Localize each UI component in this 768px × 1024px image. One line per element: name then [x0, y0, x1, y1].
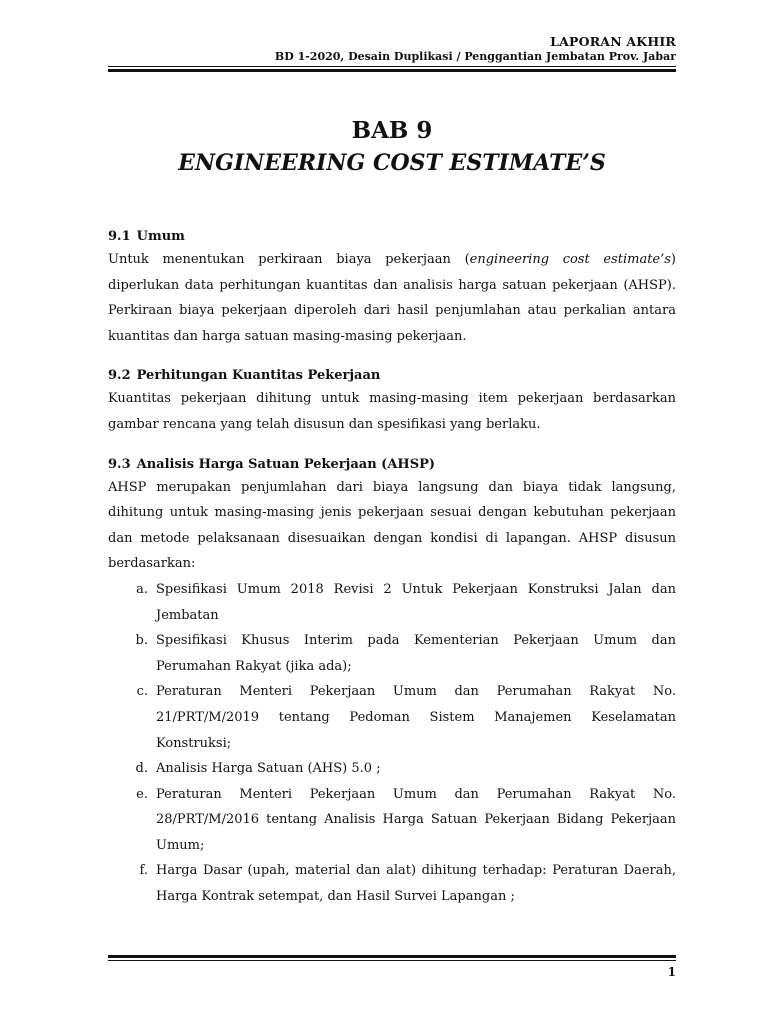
list-item [108, 628, 676, 679]
section-heading [108, 227, 676, 247]
page-number: 1 [667, 965, 676, 979]
list-marker: d. [135, 761, 148, 777]
list-item-text: Harga Dasar (upah, material dan alat) dihitung terhadap: Peraturan Daerah, Harga Kontrak setempat, dan Hasil Survei Lapangan ; [156, 863, 676, 905]
chapter-heading [108, 116, 676, 180]
paragraph-emphasis: engineering cost estimate’s [469, 252, 671, 267]
footer-divider-thin [108, 960, 676, 961]
section-title: Umum [136, 229, 185, 244]
section-number: 9.2 [108, 368, 131, 384]
list-marker: c. [136, 684, 148, 700]
list-item [108, 782, 676, 859]
section-paragraph [108, 247, 676, 349]
header-divider-thin [108, 66, 676, 67]
chapter-title: ENGINEERING COST ESTIMATE’S [178, 150, 606, 176]
section-paragraph: Kuantitas pekerjaan dihitung untuk masing-masing item pekerjaan berdasarkan gambar rencana yang telah disusun dan spesifikasi yang berlaku. [108, 391, 676, 432]
section-title: Perhitungan Kuantitas Pekerjaan [136, 368, 381, 384]
section-title: Analisis Harga Satuan Pekerjaan (AHSP) [136, 456, 436, 472]
reference-list [108, 577, 676, 910]
chapter-number: BAB 9 [351, 117, 433, 144]
list-item [108, 679, 676, 756]
list-item-text: Spesifikasi Khusus Interim pada Kementerian Pekerjaan Umum dan Perumahan Rakyat (jika ada); [156, 633, 676, 674]
paragraph-text: ) diperlukan data perhitungan kuantitas dan analisis harga satuan pekerjaan (AHSP). Perkiraan biaya pekerjaan diperoleh dari hasil penjumlahan atau perkalian antara kuantitas dan harga satuan masing-masing pekerjaan. [108, 252, 676, 344]
list-item-text: Analisis Harga Satuan (AHS) 5.0 ; [156, 761, 381, 777]
list-item-text: Peraturan Menteri Pekerjaan Umum dan Perumahan Rakyat No. 21/PRT/M/2019 tentang Pedoman Sistem Manajemen Keselamatan Konstruksi; [156, 684, 676, 751]
section-heading [108, 366, 676, 386]
section-number: 9.1 [108, 229, 131, 244]
report-title: LAPORAN AKHIR [550, 34, 676, 49]
paragraph-text: Untuk menentukan perkiraan biaya pekerjaan ( [108, 252, 470, 267]
list-item [108, 577, 676, 628]
footer-divider-thick [108, 955, 676, 958]
header-divider-thick [108, 69, 676, 72]
section-number: 9.3 [108, 456, 131, 472]
list-item [108, 858, 676, 909]
document-body [108, 227, 676, 910]
section-paragraph: AHSP merupakan penjumlahan dari biaya langsung dan biaya tidak langsung, dihitung untuk masing-masing jenis pekerjaan sesuai dengan kebutuhan pekerjaan dan metode pelaksanaan disesuaikan dengan kondisi di lapangan. AHSP disusun berdasarkan: [108, 479, 676, 572]
list-marker: e. [136, 786, 148, 802]
list-item-text: Spesifikasi Umum 2018 Revisi 2 Untuk Pekerjaan Konstruksi Jalan dan Jembatan [156, 581, 676, 623]
list-marker: a. [136, 581, 148, 597]
section-heading [108, 455, 676, 475]
list-item [108, 756, 676, 782]
report-subtitle: BD 1-2020, Desain Duplikasi / Penggantian Jembatan Prov. Jabar [274, 50, 676, 63]
list-marker: b. [135, 633, 148, 649]
list-item-text: Peraturan Menteri Pekerjaan Umum dan Perumahan Rakyat No. 28/PRT/M/2016 tentang Analisis Harga Satuan Pekerjaan Bidang Pekerjaan Umum; [156, 786, 676, 853]
page-header [108, 34, 676, 64]
list-marker: f. [139, 863, 148, 879]
